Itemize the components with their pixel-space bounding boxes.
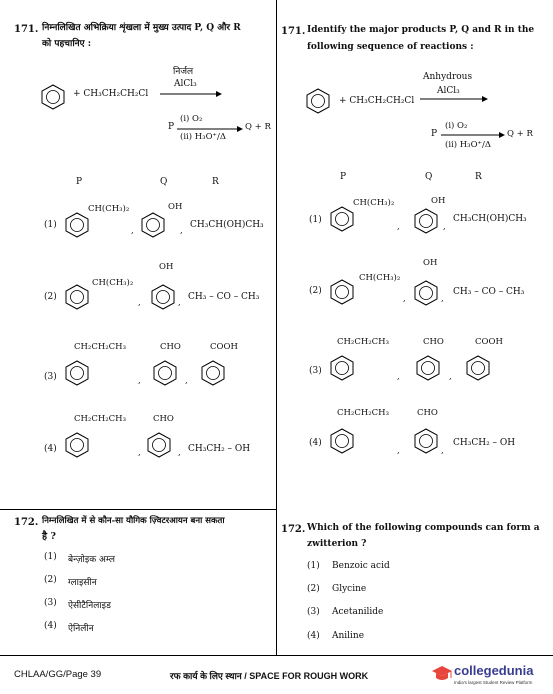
- benzene-ring-icon: [64, 360, 90, 386]
- substituent: OH: [159, 262, 174, 272]
- arrow-icon: [420, 95, 488, 103]
- question-text: निम्नलिखित में से कौन-सा यौगिक ज़्विटरआयन बना सकता: [42, 516, 225, 526]
- p-label: P: [431, 129, 438, 139]
- option-number[interactable]: (4): [44, 621, 57, 631]
- benzene-ring-icon: [413, 280, 439, 306]
- arrow-icon: [160, 90, 222, 98]
- brand-tagline: India's largest Student Review Platform: [454, 680, 533, 685]
- substituent: CH(CH₃)₂: [92, 278, 134, 288]
- option-number[interactable]: (2): [307, 584, 320, 594]
- page-footer: [0, 655, 553, 694]
- benzene-ring-icon: [64, 284, 90, 310]
- substituent: CH₂CH₂CH₃: [74, 414, 126, 424]
- reactant: + CH₃CH₂CH₂Cl: [73, 89, 149, 99]
- reagent-top: Anhydrous: [423, 72, 473, 82]
- reactant: + CH₃CH₂CH₂Cl: [339, 96, 415, 106]
- benzene-ring-icon: [465, 355, 491, 381]
- product-r: CH₃CH(OH)CH₃: [453, 214, 527, 224]
- product-r: CH₃ – CO – CH₃: [188, 292, 260, 302]
- question-text-cont: है ?: [42, 531, 56, 542]
- hindi-column: 171. निम्नलिखित अभिक्रिया शृंखला में मुख्य उत्पाद P, Q और R को पहचानिए : + CH₃CH₂CH₂Cl निर्जल AlCl₃ (i) O₂ P Q + R (ii) H₃O⁺/Δ P Q R (1) CH(CH₃)₂ , OH , CH₃CH(OH)CH₃ (2) CH(CH₃)₂ , OH , CH₃ – CO – CH₃ (3) CH₂CH₂CH₃ , CHO , COOH (4) CH₂CH₂CH₃ , CHO , CH₃CH₂ – OH 172. निम्नलिखित में से कौन-सा यौगिक ज़्विटरआयन बना सकता है ? (1) बेन्ज़ोइक अम्ल (2) ग्लाइसीन (3) ऐसीटैनिलाइड (4) ऐनिलीन: [0, 0, 277, 655]
- benzene-ring-icon: [329, 279, 355, 305]
- products: Q + R: [245, 122, 271, 132]
- option-text[interactable]: बेन्ज़ोइक अम्ल: [68, 555, 115, 565]
- benzene-ring-icon: [150, 284, 176, 310]
- option-number[interactable]: (1): [309, 215, 322, 225]
- question-text: Which of the following compounds can form a: [307, 523, 540, 533]
- option-text[interactable]: ऐनिलीन: [68, 624, 94, 634]
- substituent: CH(CH₃)₂: [353, 198, 395, 208]
- benzene-ring-icon: [329, 428, 355, 454]
- rough-work-label: रफ कार्य के लिए स्थान / SPACE FOR ROUGH WORK: [170, 671, 369, 681]
- substituent: CH(CH₃)₂: [88, 204, 130, 214]
- substituent: COOH: [475, 337, 503, 347]
- substituent: CHO: [423, 337, 444, 347]
- benzene-ring-icon: [413, 428, 439, 454]
- reagent-alcl3: AlCl₃: [174, 79, 197, 89]
- option-number[interactable]: (2): [44, 575, 57, 585]
- substituent: CH₂CH₂CH₃: [337, 337, 389, 347]
- brand-logo[interactable]: [432, 661, 548, 689]
- benzene-ring-icon: [40, 84, 66, 110]
- benzene-ring-icon: [64, 432, 90, 458]
- column-q: Q: [160, 177, 168, 187]
- substituent: CHO: [153, 414, 174, 424]
- option-number[interactable]: (3): [309, 366, 322, 376]
- question-divider: [0, 509, 276, 510]
- option-number[interactable]: (3): [44, 598, 57, 608]
- option-text[interactable]: Acetanilide: [332, 607, 384, 617]
- benzene-ring-icon: [64, 212, 90, 238]
- substituent: OH: [431, 196, 446, 206]
- benzene-ring-icon: [152, 360, 178, 386]
- option-text[interactable]: ग्लाइसीन: [68, 578, 97, 588]
- column-r: R: [475, 172, 482, 182]
- english-column: 171. Identify the major products P, Q and R in the following sequence of reactions : Anhydrous AlCl₃ + CH₃CH₂CH₂Cl (i) O₂ P Q + R (ii) H₃O⁺/Δ P Q R (1) CH(CH₃)₂ , OH , CH₃CH(OH)CH₃ (2) CH(CH₃)₂ , OH , CH₃ – CO – CH₃ (3) CH₂CH₂CH₃ , CHO , COOH (4) CH₂CH₂CH₃ , CHO , CH₃CH₂ – OH 172. Which of the following compounds can form a zwitterion ? (1) Benzoic acid (2) Glycine (3) Acetanilide (4) Aniline: [277, 0, 553, 655]
- column-p: P: [76, 177, 83, 187]
- question-number: 171.: [14, 24, 39, 35]
- substituent: CHO: [160, 342, 181, 352]
- product-r: CH₃CH₂ – OH: [453, 438, 516, 448]
- product-r: CH₃CH(OH)CH₃: [190, 220, 264, 230]
- benzene-ring-icon: [413, 208, 439, 234]
- question-number: 171.: [281, 26, 306, 37]
- option-number[interactable]: (1): [307, 561, 320, 571]
- question-text: Identify the major products P, Q and R in the: [307, 25, 535, 35]
- column-q: Q: [425, 172, 433, 182]
- option-text[interactable]: Benzoic acid: [332, 561, 390, 571]
- graduation-cap-icon: [432, 665, 452, 683]
- benzene-ring-icon: [329, 355, 355, 381]
- reagent-alcl3: AlCl₃: [437, 86, 460, 96]
- question-number: 172.: [281, 524, 306, 535]
- p-label: P: [168, 122, 175, 132]
- option-number[interactable]: (4): [309, 438, 322, 448]
- substituent: OH: [168, 202, 183, 212]
- option-number[interactable]: (1): [44, 220, 57, 230]
- brand-name: collegedunia: [454, 663, 534, 678]
- step-ii: (ii) H₃O⁺/Δ: [180, 132, 227, 142]
- question-number: 172.: [14, 517, 39, 528]
- substituent: CH(CH₃)₂: [359, 273, 401, 283]
- benzene-ring-icon: [305, 88, 331, 114]
- benzene-ring-icon: [329, 206, 355, 232]
- option-number[interactable]: (3): [44, 372, 57, 382]
- option-text[interactable]: Glycine: [332, 584, 367, 594]
- substituent: OH: [423, 258, 438, 268]
- option-number[interactable]: (3): [307, 607, 320, 617]
- option-number[interactable]: (4): [44, 444, 57, 454]
- question-text-cont: following sequence of reactions :: [307, 42, 474, 52]
- benzene-ring-icon: [415, 355, 441, 381]
- benzene-ring-icon: [200, 360, 226, 386]
- product-r: CH₃ – CO – CH₃: [453, 287, 525, 297]
- option-text[interactable]: ऐसीटैनिलाइड: [68, 601, 111, 611]
- substituent: CHO: [417, 408, 438, 418]
- step-ii: (ii) H₃O⁺/Δ: [445, 140, 492, 150]
- column-r: R: [212, 177, 219, 187]
- option-number[interactable]: (4): [307, 631, 320, 641]
- option-number[interactable]: (2): [44, 292, 57, 302]
- arrow-icon: [441, 131, 505, 139]
- option-text[interactable]: Aniline: [332, 631, 365, 641]
- substituent: CH₂CH₂CH₃: [74, 342, 126, 352]
- option-number[interactable]: (1): [44, 552, 57, 562]
- substituent: CH₂CH₂CH₃: [337, 408, 389, 418]
- substituent: COOH: [210, 342, 238, 352]
- column-p: P: [340, 172, 347, 182]
- step-i: (i) O₂: [445, 121, 468, 131]
- question-text-cont: को पहचानिए :: [42, 39, 92, 49]
- reagent-top: निर्जल: [173, 67, 194, 77]
- step-i: (i) O₂: [180, 114, 203, 124]
- product-r: CH₃CH₂ – OH: [188, 444, 251, 454]
- benzene-ring-icon: [140, 212, 166, 238]
- option-number[interactable]: (2): [309, 286, 322, 296]
- question-text: निम्नलिखित अभिक्रिया शृंखला में मुख्य उत्पाद P, Q और R: [42, 23, 241, 33]
- products: Q + R: [507, 129, 533, 139]
- benzene-ring-icon: [146, 432, 172, 458]
- question-text-cont: zwitterion ?: [307, 539, 367, 549]
- page-code: CHLAA/GG/Page 39: [14, 669, 102, 680]
